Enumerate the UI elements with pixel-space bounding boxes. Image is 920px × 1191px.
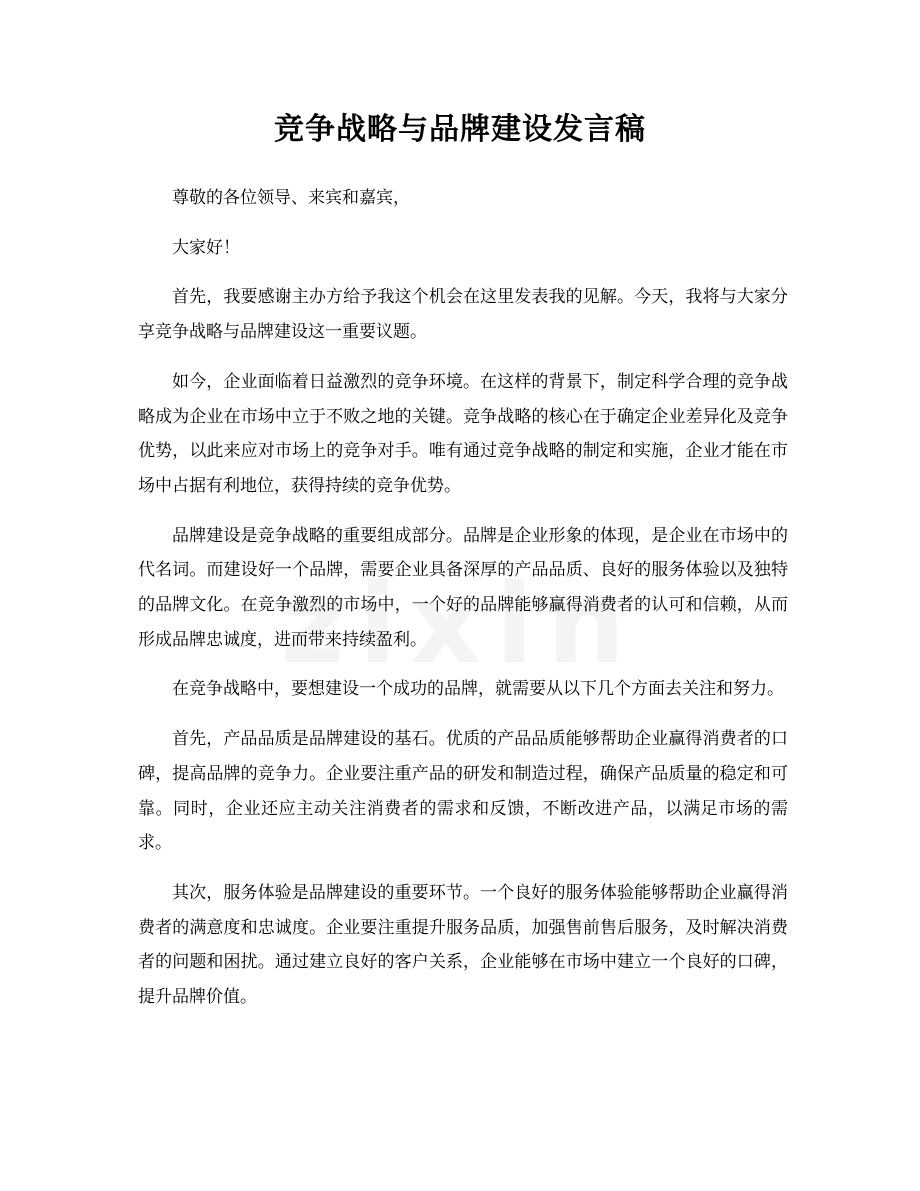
paragraph-greeting: 大家好！ (172, 237, 240, 258)
paragraph-aspects: 在竞争战略中，要想建设一个成功的品牌，就需要从以下几个方面去关注和努力。 (172, 679, 784, 700)
paragraph-quality: 首先，产品品质是品牌建设的基石。优质的产品品质能够帮助企业赢得消费者的口碑，提高品牌的竞争力。企业要注重产品的研发和制造过程，确保产品质量的稳定和可靠。同时，企业还应主动关注消费者的需求和反馈，不断改进产品，以满足市场的需求。 (138, 729, 788, 854)
paragraph-intro: 首先，我要感谢主办方给予我这个机会在这里发表我的见解。今天，我将与大家分享竞争战略与品牌建设这一重要议题。 (138, 287, 788, 343)
paragraph-brand: 品牌建设是竞争战略的重要组成部分。品牌是企业形象的体现，是企业在市场中的代名词。而建设好一个品牌，需要企业具备深厚的产品品质、良好的服务体验以及独特的品牌文化。在竞争激烈的市场中，一个好的品牌能够赢得消费者的认可和信赖，从而形成品牌忠诚度，进而带来持续盈利。 (138, 525, 788, 650)
paragraph-service: 其次，服务体验是品牌建设的重要环节。一个良好的服务体验能够帮助企业赢得消费者的满意度和忠诚度。企业要注重提升服务品质，加强售前售后服务，及时解决消费者的问题和困扰。通过建立良好的客户关系，企业能够在市场中建立一个良好的口碑，提升品牌价值。 (138, 882, 788, 1008)
document-body (138, 181, 788, 1030)
document-title: 竞争战略与品牌建设发言稿 (274, 112, 646, 147)
paragraph-competition: 如今，企业面临着日益激烈的竞争环境。在这样的背景下，制定科学合理的竞争战略成为企业在市场中立于不败之地的关键。竞争战略的核心在于确定企业差异化及竞争优势，以此来应对市场上的竞争对手。唯有通过竞争战略的制定和实施，企业才能在市场中占据有利地位，获得持续的竞争优势。 (138, 371, 788, 496)
paragraph-salutation: 尊敬的各位领导、来宾和嘉宾， (172, 188, 410, 208)
